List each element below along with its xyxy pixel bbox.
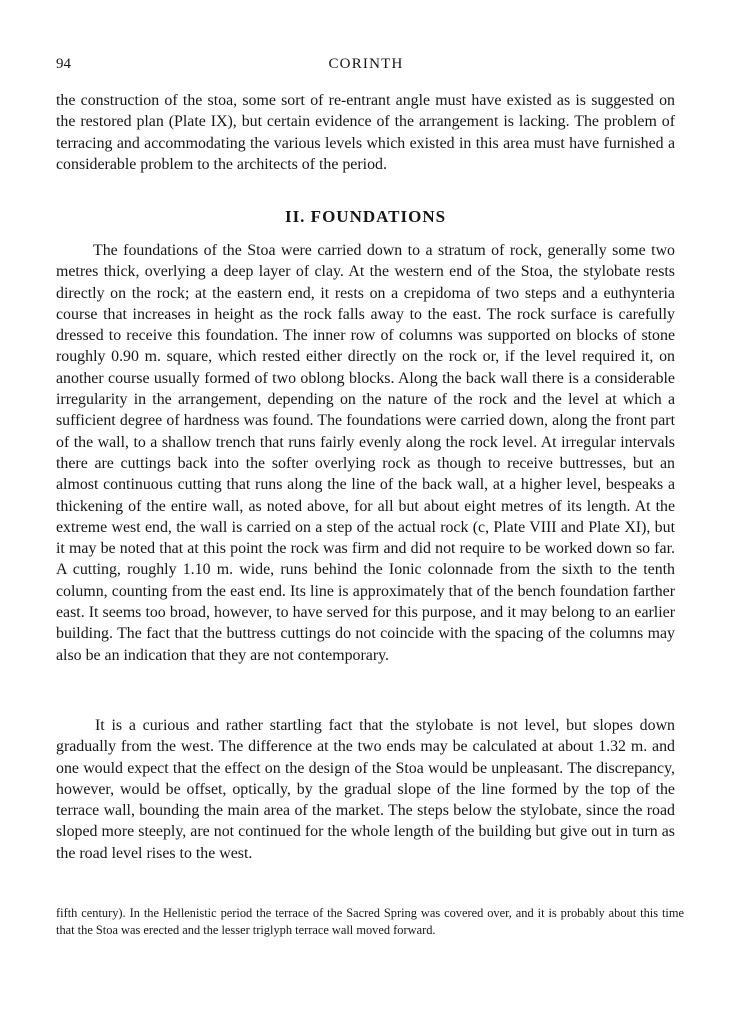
paragraph-stylobate: It is a curious and rather startling fact that the stylobate is not level, but slopes down gradually from the west. The difference at the two ends may be calculated at about 1.32 m. and one would expect that the effect on the design of the Stoa would be unpleasant. The discrepancy, however, would be offset, optically, by the gradual slope of the line formed by the top of the terrace wall, bounding the main area of the market. The steps below the stylobate, since the road sloped more steeply, are not continued for the whole length of the building but give out in turn as the road level rises to the west. bbox=[56, 717, 675, 862]
paragraph-continuation: the construction of the stoa, some sort of re-entrant angle must have existed as is suggested on the restored plan (Plate IX), but certain evidence of the arrangement is lacking. The problem of terracing and accommodating the various levels which existed in this area must have furnished a considerable problem to the architects of the period. bbox=[56, 92, 675, 173]
page-header bbox=[56, 56, 676, 78]
paragraph-foundations: The foundations of the Stoa were carried down to a stratum of rock, generally some two metres thick, overlying a deep layer of clay. At the western end of the Stoa, the stylobate rests directly on the rock; at the eastern end, it rests on a crepidoma of two steps and a euthynteria course that increases in height as the rock falls away to the east. The rock surface is carefully dressed to receive this foundation. The inner row of columns was supported on blocks of stone roughly 0.90 m. square, which rested either directly on the rock or, if the level required it, on another course usually formed of two oblong blocks. Along the back wall there is a considerable irregularity in the arrangement, depending on the nature of the rock and the level at which a sufficient degree of hardness was found. The foundations were carried down, along the front part of the wall, to a shallow trench that runs fairly evenly along the rock level. At irregular intervals there are cuttings back into the softer overlying rock as though to receive buttresses, but an almost continuous cutting that runs along the line of the back wall, at a higher level, bespeaks a thickening of the entire wall, as noted above, for all but about eight metres of its length. At the extreme west end, the wall is carried on a step of the actual rock (c, Plate VIII and Plate XI), but it may be noted that at this point the rock was firm and did not require to be worked down so far. A cutting, roughly 1.10 m. wide, runs behind the Ionic colonnade from the sixth to the tenth column, counting from the east end. Its line is approximately that of the bench foundation farther east. It seems too broad, however, to have served for this purpose, and it may belong to an earlier building. The fact that the buttress cuttings do not coincide with the spacing of the columns may also be an indication that they are not contemporary. bbox=[56, 242, 675, 664]
page-number: 94 bbox=[56, 56, 71, 72]
footnote: fifth century). In the Hellenistic period the terrace of the Sacred Spring was covered over, and it is probably about this time that the Stoa was erected and the lesser triglyph terrace wall moved forward. bbox=[56, 906, 684, 937]
section-heading: II. FOUNDATIONS bbox=[284, 207, 447, 226]
running-title: CORINTH bbox=[328, 56, 404, 72]
